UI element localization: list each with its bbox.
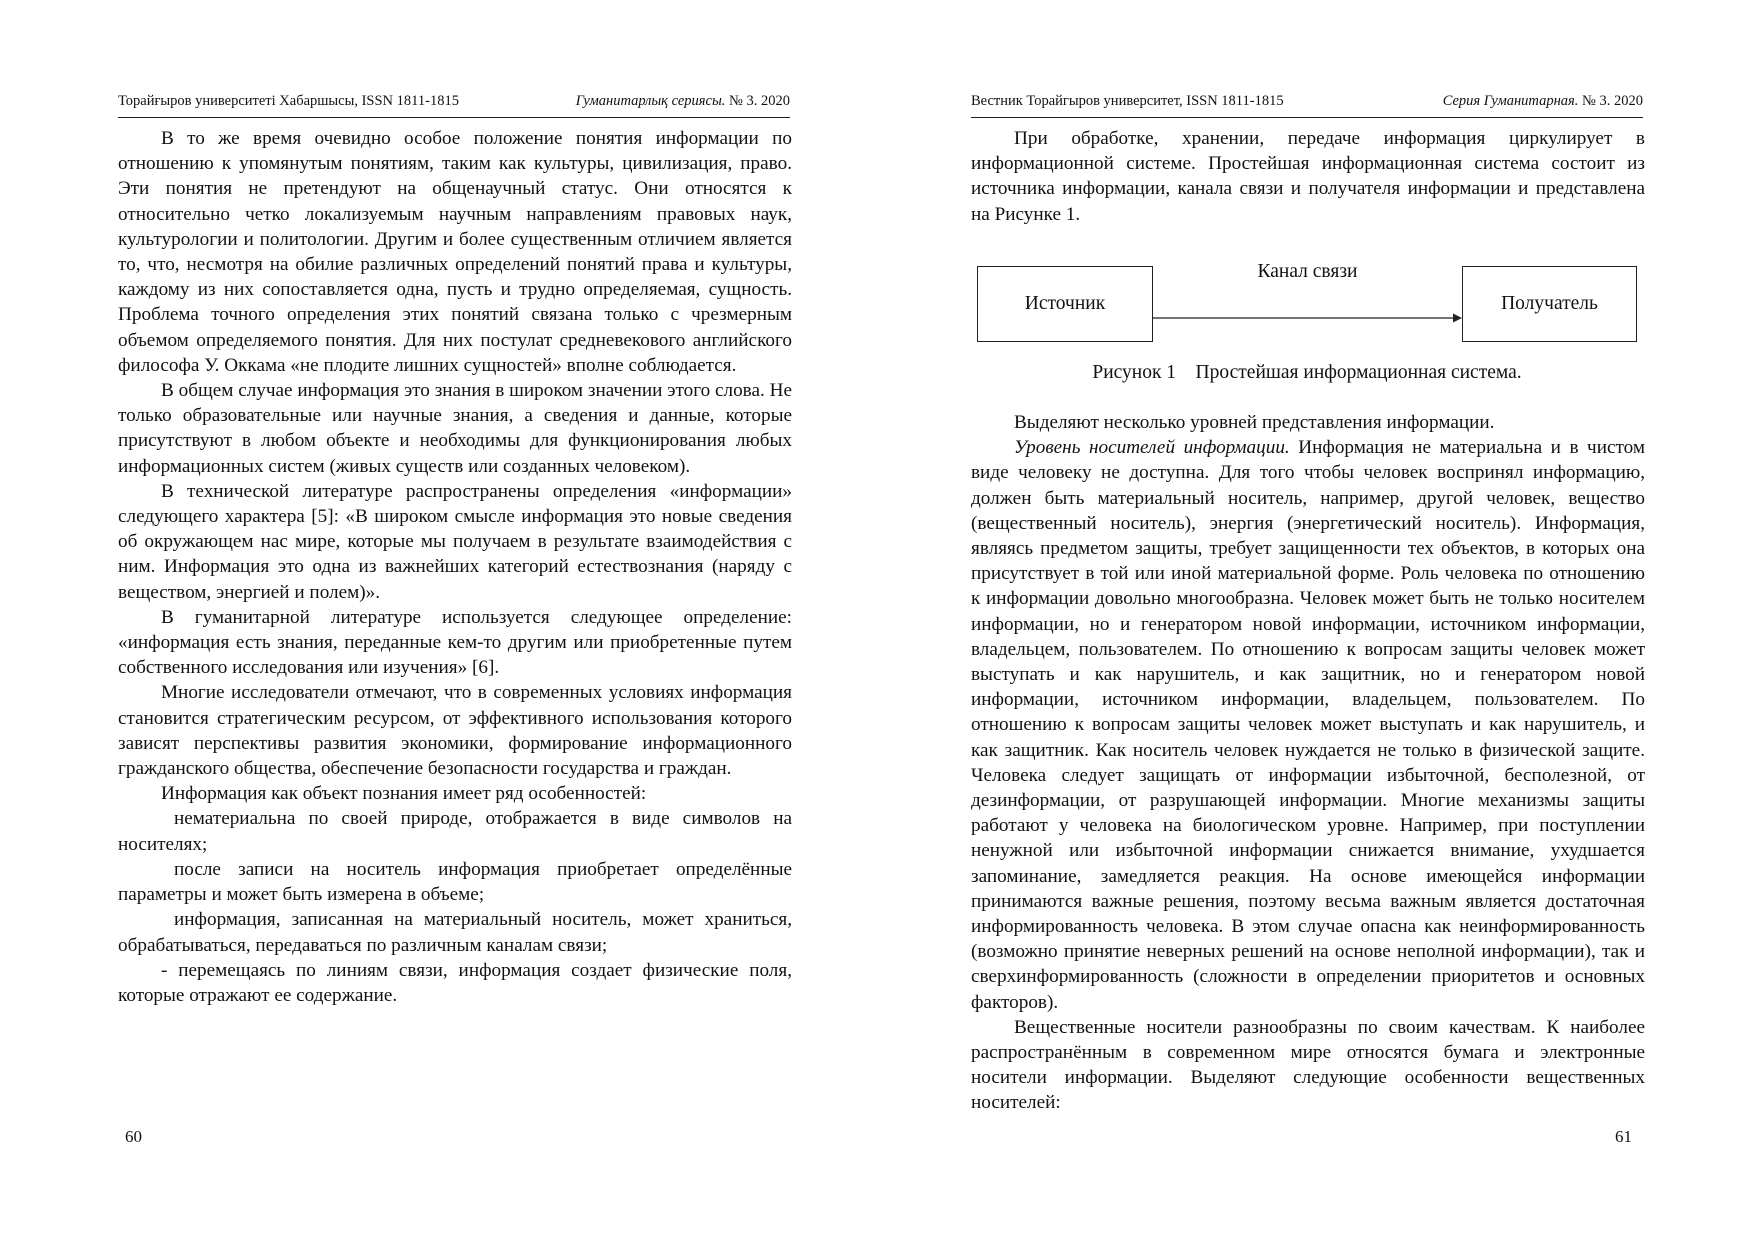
list-item: нематериальна по своей природе, отображается в виде символов на носителях; xyxy=(118,808,792,855)
page-number: 60 xyxy=(125,1127,142,1146)
figure-channel-label: Канал связи xyxy=(1257,261,1358,282)
figure-receiver-label: Получатель xyxy=(1501,293,1598,314)
paragraph: Многие исследователи отмечают, что в современных условиях информация становится стратегическим ресурсом, от эффективного использования которого зависят перспективы развития экономики, формирование информационного гражданского общества, обеспечение безопасности государства и граждан. xyxy=(118,682,792,780)
paragraph: В гуманитарной литературе используется следующее определение: «информация есть знания, переданные кем-то другим или приобретенные путем собственного исследования или изучения» [6]. xyxy=(118,606,792,679)
page-number: 61 xyxy=(1615,1127,1632,1146)
paragraph: В то же время очевидно особое положение понятия информации по отношению к упомянутым понятиям, таким как культуры, цивилизация, право. Эти понятия не претендуют на общенаучный статус. Они относятся к относительно четко локализуемым научным направлениям правовых наук, культурологии и политологии. Другим и более существенным отличием является то, что, несмотря на обилие различных определений понятий права и культуры, каждому из них сопоставляется одна, пусть и трудно определяемая, сущность. Проблема точного определения этих понятий связана только с чрезмерным объемом определяемого понятия. Для них постулат средневекового английского философа У. Оккама «не плодите лишних сущностей» вполне соблюдается. xyxy=(118,128,792,376)
figure-source-box xyxy=(977,266,1153,342)
paragraph: При обработке, хранении, передаче информация циркулирует в информационной системе. Простейшая информационная система состоит из источника информации, канала связи и получателя информации и представлена на Рисунке 1. xyxy=(971,128,1645,225)
series-name: Серия Гуманитарная. xyxy=(1442,93,1579,109)
paragraph: В технической литературе распространены определения «информации» следующего характера [5]: «В широком смысле информация это новые сведения об окружающем нас мире, которые мы получаем в результате взаимодействия с ним. Информация это одна из важнейших категорий естествознания (наряду с веществом, энергией и полем)». xyxy=(118,480,792,603)
issue-number: № 3. 2020 xyxy=(729,93,790,109)
figure-source-label: Источник xyxy=(1024,293,1106,314)
journal-title: Торайғыров университеті Хабаршысы, ISSN 1811-1815 xyxy=(118,93,459,109)
list-item: - перемещаясь по линиям связи, информация создает физические поля, которые отражают ее содержание. xyxy=(118,959,792,1006)
left-page xyxy=(0,0,874,1241)
term-carrier-level: Уровень носителей информации. xyxy=(1014,437,1290,459)
running-header xyxy=(118,93,790,113)
paragraph: В общем случае информация это знания в широком значении этого слова. Не только образовательные или научные знания, а сведения и данные, которые присутствуют в любом объекте и необходимы для функционирования любых информационных систем (живых существ или созданных человеком). xyxy=(118,380,792,477)
figure-caption: Рисунок 1 Простейшая информационная система. xyxy=(1092,362,1522,383)
journal-title: Вестник Торайгыров университет, ISSN 1811-1815 xyxy=(971,93,1284,109)
right-page xyxy=(874,0,1749,1241)
paragraph: Выделяют несколько уровней представления информации. xyxy=(1014,412,1495,433)
running-header xyxy=(971,93,1643,113)
list-item: после записи на носитель информация приобретает определённые параметры и может быть измерена в объеме; xyxy=(118,858,792,906)
body-text xyxy=(118,126,792,1008)
issue-number: № 3. 2020 xyxy=(1582,93,1643,109)
header-rule xyxy=(118,117,790,118)
series-issue xyxy=(576,93,790,110)
series-issue xyxy=(1443,93,1643,110)
paragraph: Вещественные носители разнообразны по своим качествам. К наиболее распространённым в современном мире относятся бумага и электронные носители информации. Выделяют следующие особенности вещественных носителей: xyxy=(971,1016,1645,1114)
header-rule xyxy=(971,117,1643,118)
paragraph-carrier-level xyxy=(971,435,1645,1015)
figure-channel-arrow xyxy=(1153,312,1462,324)
figure-receiver-box xyxy=(1462,266,1637,342)
series-name: Гуманитарлық сериясы. xyxy=(575,93,726,109)
figure-information-system xyxy=(977,258,1637,398)
body-text-main xyxy=(971,410,1645,1116)
list-item: информация, записанная на материальный носитель, может храниться, обрабатываться, передаваться по различным каналам связи; xyxy=(118,909,792,956)
paragraph: Информация как объект познания имеет ряд особенностей: xyxy=(161,783,647,805)
body-text-intro xyxy=(971,126,1645,227)
paragraph-text: Информация не материальна и в чистом виде человеку не доступна. Для того чтобы человек воспринял информацию, должен быть материальный носитель, например, другой человек, вещество (вещественный носитель), энергия (энергетический носитель). Информация, являясь предметом защиты, требует защищенности тех объектов, в которых она присутствует в той или иной материальной форме. Роль человека по отношению к информации довольно многообразна. Человек может быть не только носителем информации, но и генератором новой информации, источником информации, владельцем, пользователем. По отношению к вопросам защиты человек может выступать и как нарушитель, и как защитник, но и генератором новой информации, источником информации, владельцем, пользователем. По отношению к вопросам защиты человек может выступать и как нарушитель, и как защитник. Как носитель человек нуждается не только в физической защите. Человека следует защищать от информации избыточной, бесполезной, от дезинформации, от разрушающей информации. Многие механизмы защиты работают у человека на биологическом уровне. Например, при поступлении ненужной или избыточной информации снижается внимание, ухудшается запоминание, замедляется реакция. На основе имеющейся информации принимаются важные решения, поэтому весьма важным является достаточная информированность человека. В этом случае опасна как неинформированность (возможно принятие неверных решений на основе неполной информации), так и сверхинформированность (сложности в определении приоритетов и основных факторов). xyxy=(971,437,1645,1013)
